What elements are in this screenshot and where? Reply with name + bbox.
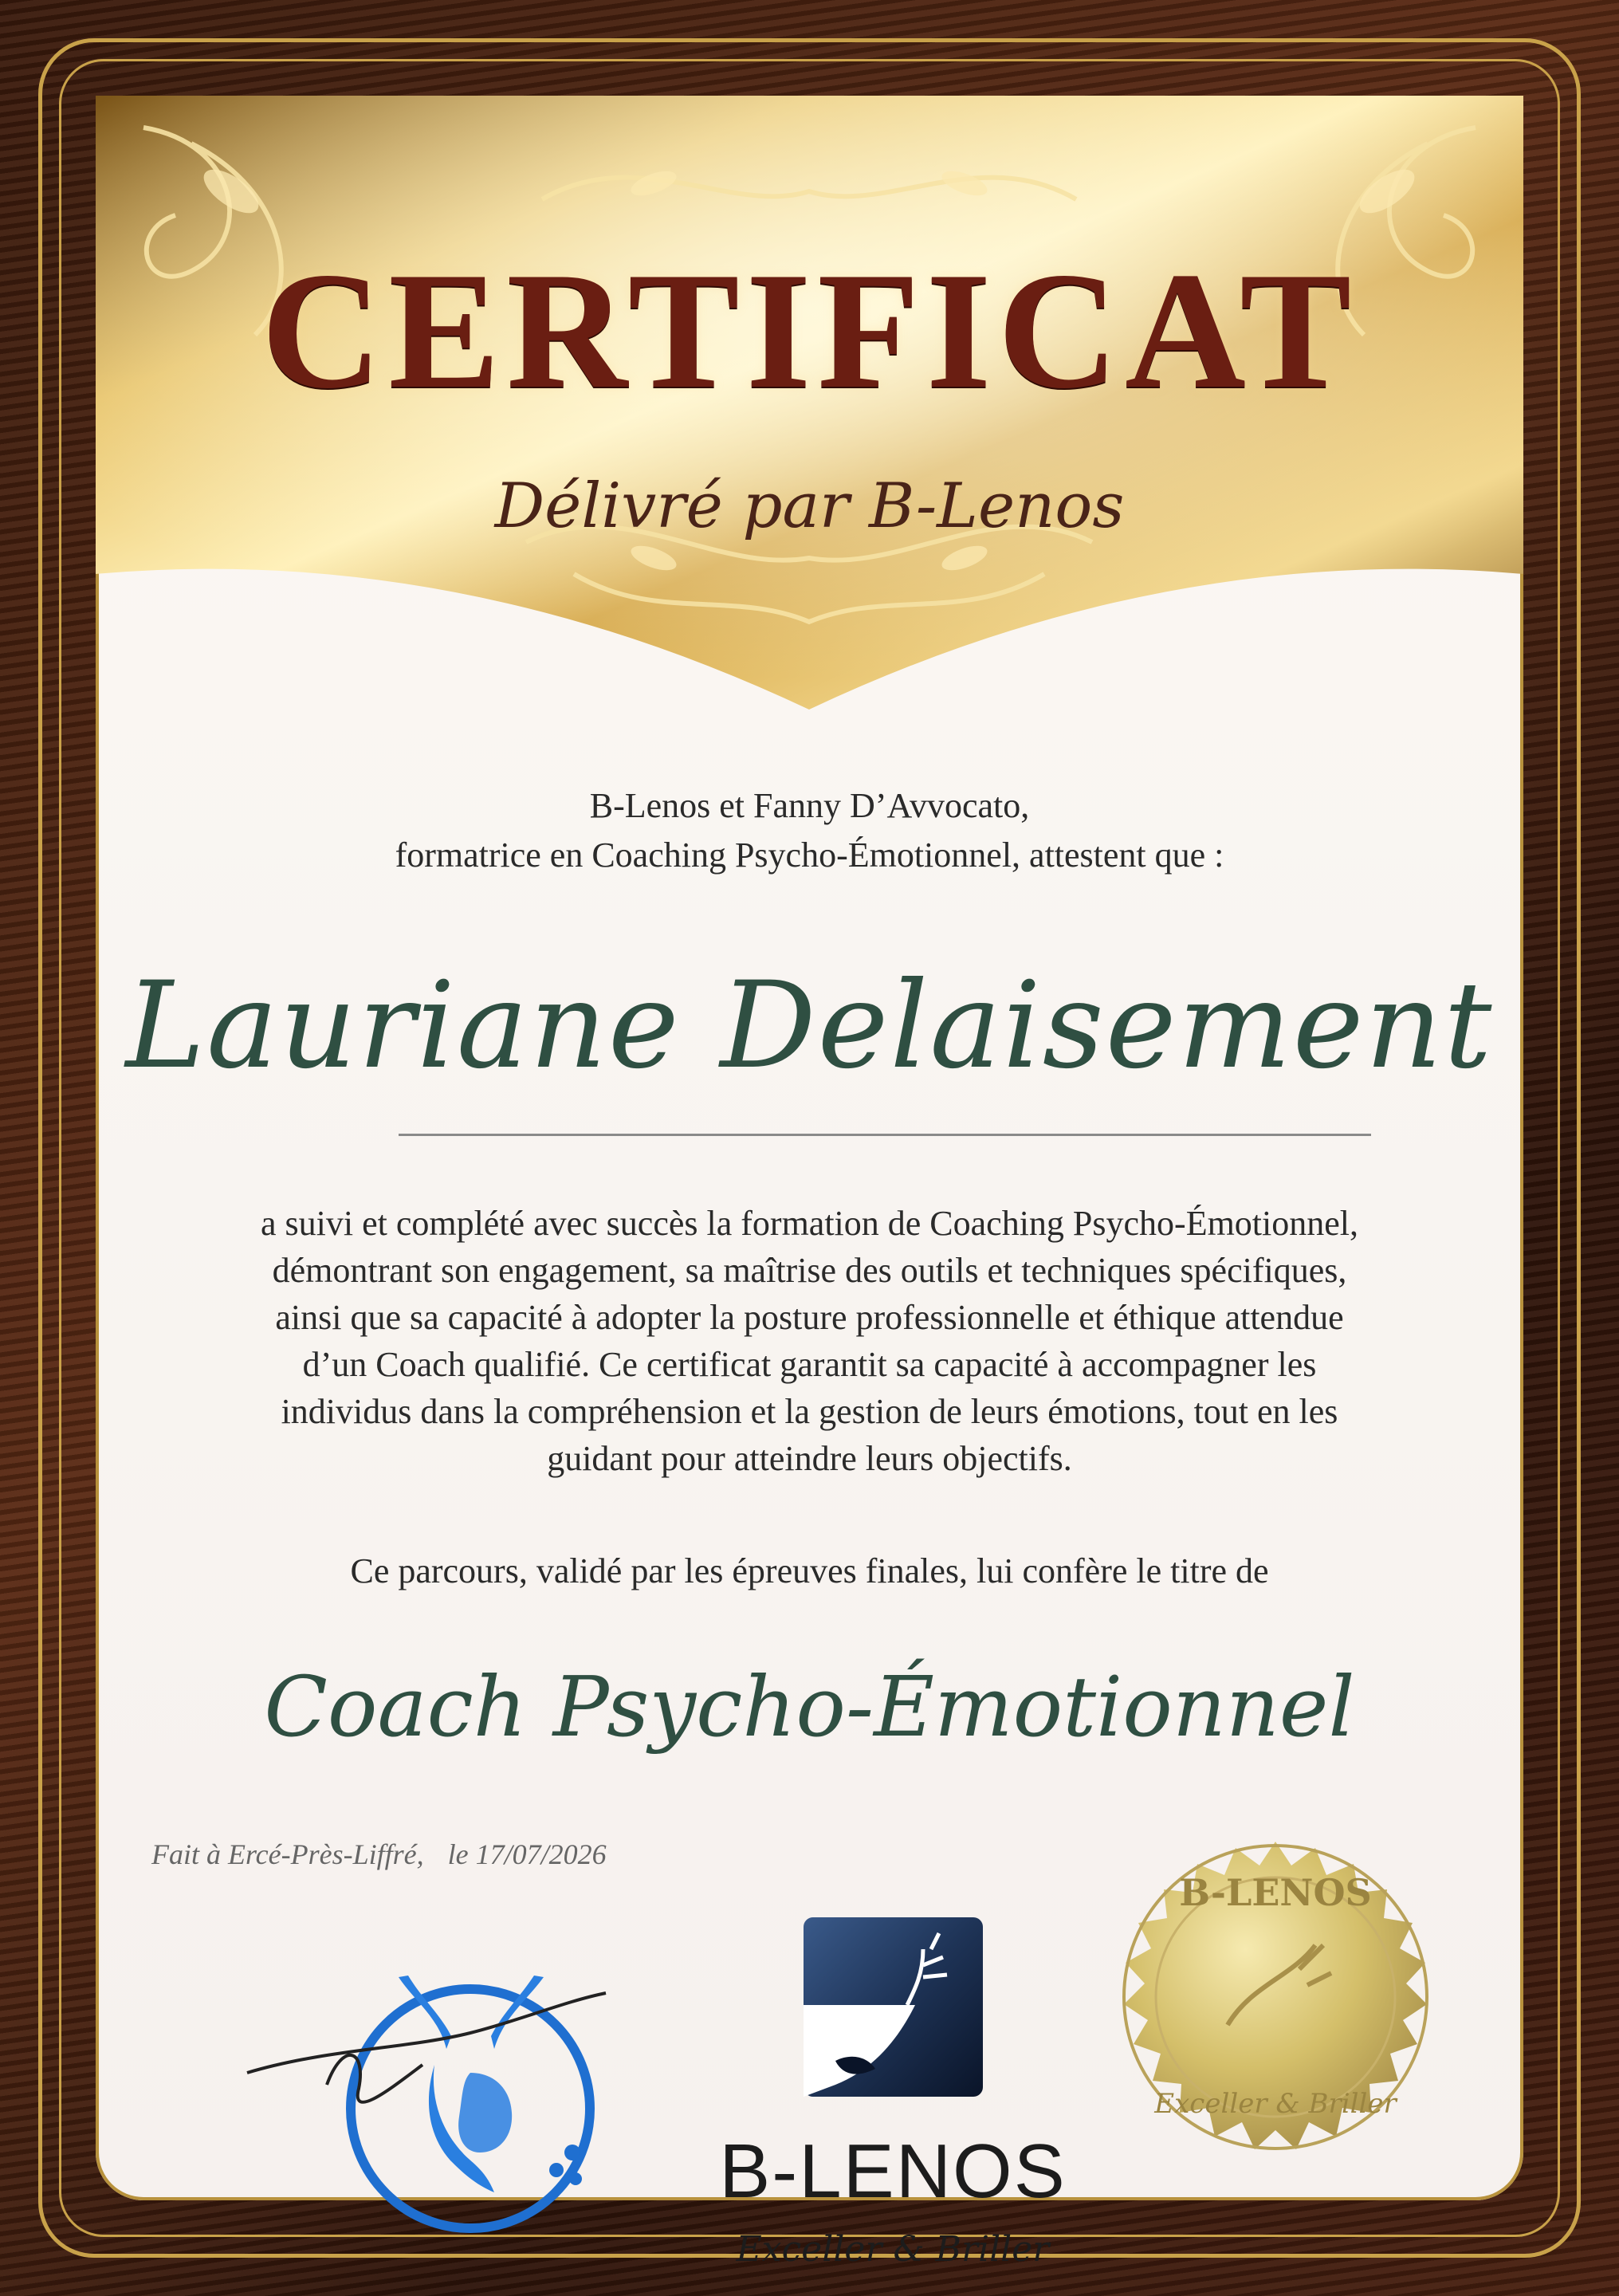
place-and-date [151, 1838, 631, 1871]
awarded-title: Coach Psycho-Émotionnel [264, 1658, 1355, 1755]
brand-name: B-LENOS [719, 2129, 1067, 2214]
certificate-subtitle: Délivré par B-Lenos [494, 470, 1125, 542]
brand-logo [717, 1917, 1068, 2270]
stag-logo-icon [804, 1917, 983, 2097]
body-line: guidant pour atteindre leurs objectifs. [547, 1439, 1072, 1478]
seal-top-text: B-LENOS [1179, 1871, 1372, 1914]
closing-sentence: Ce parcours, validé par les épreuves finales, lui confère le titre de [350, 1551, 1269, 1590]
date-text: le 17/07/2026 [447, 1838, 607, 1870]
intro-line-1: B-Lenos et Fanny D’Avvocato, [589, 786, 1030, 825]
brand-tagline: Exceller & Briller [736, 2229, 1050, 2270]
intro-line-2: formatrice en Coaching Psycho-Émotionnel, attestent que : [395, 835, 1224, 875]
gold-seal-icon [1052, 1786, 1499, 2232]
place-text: Fait à Ercé-Près-Liffré, [151, 1838, 424, 1870]
intro-text [96, 781, 1523, 880]
recipient-name: Lauriane Delaisement [125, 957, 1494, 1095]
seal-bottom-text: Exceller & Briller [1154, 2088, 1397, 2120]
body-line: individus dans la compréhension et la gestion de leurs émotions, tout en les [281, 1392, 1338, 1431]
recipient-underline [399, 1134, 1371, 1136]
body-line: d’un Coach qualifié. Ce certificat garantit sa capacité à accompagner les [302, 1345, 1317, 1384]
body-line: ainsi que sa capacité à adopter la posture professionnelle et éthique attendue [275, 1298, 1344, 1337]
deer-emblem-icon [231, 1953, 678, 2224]
body-line: a suivi et complété avec succès la formation de Coaching Psycho-Émotionnel, [260, 1204, 1359, 1243]
certificate-paper [96, 96, 1523, 2270]
certificate-body [223, 1200, 1396, 1482]
certificate-title: CERTIFICAT [261, 238, 1358, 423]
gold-header-banner [96, 96, 1523, 749]
body-line: démontrant son engagement, sa maîtrise des outils et techniques spécifiques, [272, 1251, 1347, 1290]
